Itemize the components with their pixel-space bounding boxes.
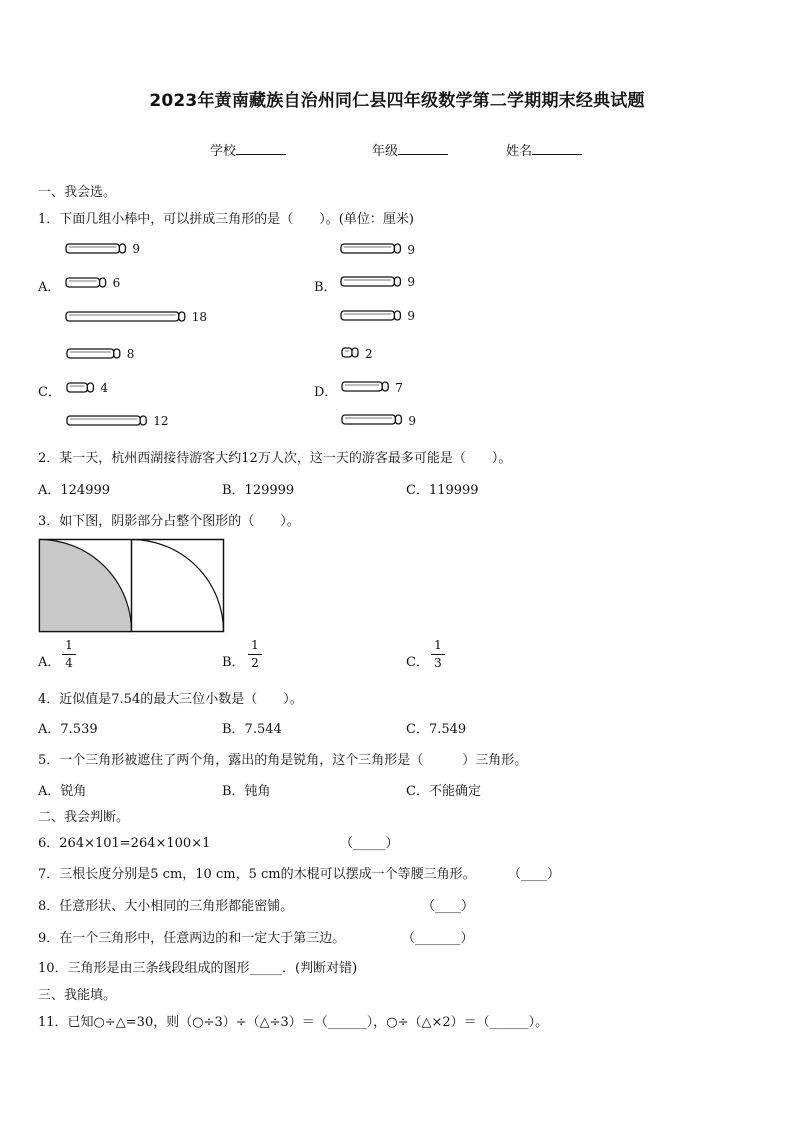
stick-end	[119, 244, 125, 253]
stick-body	[342, 348, 352, 357]
q5-option-b[interactable]: B．钝角	[222, 784, 271, 799]
q3-option-a-fraction	[62, 638, 76, 671]
q1-c-stick-2-label: 4	[100, 381, 109, 395]
grade-blank[interactable]	[398, 140, 448, 155]
section-2-heading: 二、我会判断。	[38, 810, 130, 825]
stick-end	[179, 312, 185, 321]
q1-d-stick-2	[341, 381, 389, 392]
stick-body	[67, 349, 114, 358]
q1-d-stick-2-label: 7	[395, 381, 403, 395]
question-11[interactable]: 11．已知○÷△=30，则（○÷3）÷（△÷3）＝（______），○÷（△×2）＝（______）。	[38, 1015, 549, 1030]
q1-b-stick-3	[340, 310, 401, 321]
q1-b-stick-2-label: 9	[407, 275, 416, 289]
q1-b-stick-1	[340, 243, 401, 254]
q1-c-stick-2	[66, 382, 94, 393]
q4-option-b[interactable]: B．7.544	[222, 722, 282, 737]
q3-option-b-label[interactable]: B．	[222, 655, 245, 670]
question-10[interactable]: 10．三角形是由三条线段组成的图形_____．(判断对错)	[38, 961, 358, 976]
q7-answer-blank[interactable]: （____）	[508, 867, 561, 882]
school-field	[210, 140, 286, 159]
grade-field	[372, 140, 448, 159]
q4-option-a[interactable]: A．7.539	[38, 722, 98, 737]
q3-option-b-fraction	[248, 638, 262, 671]
q5-option-a[interactable]: A．锐角	[38, 784, 87, 799]
q1-c-stick-1-label: 8	[126, 347, 135, 361]
stick-end	[140, 416, 146, 425]
q3-option-b-denominator: 2	[251, 656, 259, 670]
stick-end	[100, 278, 106, 287]
q3-option-c-fraction	[431, 638, 445, 671]
q3-shaded-figure	[38, 538, 226, 634]
stick-body	[341, 277, 394, 286]
section-3-heading: 三、我能填。	[38, 988, 117, 1003]
q3-option-c-numerator: 1	[434, 638, 442, 652]
stick-body	[66, 278, 100, 287]
q1-a-stick-3	[65, 311, 186, 322]
q1-b-stick-2	[340, 276, 401, 287]
q3-option-a-numerator: 1	[65, 638, 73, 652]
q1-c-stick-3-label: 12	[153, 414, 169, 428]
name-label: 姓名	[506, 144, 533, 159]
q3-option-a-label[interactable]: A．	[38, 655, 61, 670]
stick-body	[67, 416, 140, 425]
q2-option-b[interactable]: B．129999	[222, 483, 295, 498]
q1-d-stick-1	[341, 347, 359, 358]
grade-label: 年级	[372, 144, 399, 159]
q1-option-a-label[interactable]: A．	[38, 280, 61, 295]
stick-body	[66, 244, 119, 253]
question-1: 1．下面几组小棒中，可以拼成三角形的是（ ）。(单位：厘米)	[38, 212, 414, 227]
stick-end	[382, 382, 388, 391]
stick-end	[394, 311, 400, 320]
q1-a-stick-1-label: 9	[132, 242, 141, 256]
stick-body	[66, 312, 179, 321]
stick-body	[341, 311, 394, 320]
q3-option-c-label[interactable]: C．	[406, 655, 429, 670]
q1-c-stick-3	[66, 415, 147, 426]
q1-c-stick-1	[66, 348, 121, 359]
stick-end	[394, 277, 400, 286]
q3-option-b-numerator: 1	[251, 638, 259, 652]
question-9: 9．在一个三角形中，任意两边的和一定大于第三边。	[38, 931, 346, 946]
q1-a-stick-1	[65, 243, 126, 254]
question-8: 8．任意形状、大小相同的三角形都能密铺。	[38, 899, 294, 914]
stick-body	[342, 415, 395, 424]
q8-answer-blank[interactable]: （____）	[422, 899, 475, 914]
school-label: 学校	[210, 144, 237, 159]
stick-end	[395, 415, 401, 424]
question-3: 3．如下图，阴影部分占整个图形的（ ）。	[38, 514, 300, 529]
q1-a-stick-3-label: 18	[191, 310, 208, 324]
q1-option-d-label[interactable]: D．	[314, 385, 338, 400]
name-blank[interactable]	[532, 140, 582, 155]
school-blank[interactable]	[236, 140, 286, 155]
q1-d-stick-3	[341, 414, 402, 425]
q1-option-b-label[interactable]: B．	[314, 280, 337, 295]
stick-end	[394, 244, 400, 253]
q6-answer-blank[interactable]: （_____）	[340, 836, 399, 851]
q4-option-c[interactable]: C．7.549	[406, 722, 467, 737]
question-6: 6．264×101=264×100×1	[38, 836, 211, 851]
stick-body	[341, 244, 394, 253]
stick-body	[342, 382, 382, 391]
q2-option-c[interactable]: C．119999	[406, 483, 479, 498]
stick-body	[67, 383, 87, 392]
name-field	[506, 140, 582, 159]
stick-end	[352, 348, 358, 357]
q3-option-c-denominator: 3	[434, 656, 442, 670]
question-7: 7．三根长度分别是5 cm，10 cm，5 cm的木棍可以摆成一个等腰三角形。	[38, 867, 476, 882]
q5-option-c[interactable]: C．不能确定	[406, 784, 481, 799]
q9-answer-blank[interactable]: （_______）	[402, 931, 474, 946]
q1-d-stick-1-label: 2	[365, 347, 373, 361]
q1-d-stick-3-label: 9	[408, 414, 417, 428]
question-2: 2．某一天，杭州西湖接待游客大约12万人次，这一天的游客最多可能是（ ）。	[38, 451, 512, 466]
q1-a-stick-2	[65, 277, 107, 288]
stick-end	[114, 349, 120, 358]
section-1-heading: 一、我会选。	[38, 185, 117, 200]
q1-option-c-label[interactable]: C．	[38, 385, 61, 400]
q1-b-stick-1-label: 9	[407, 243, 416, 257]
q2-option-a[interactable]: A．124999	[38, 483, 111, 498]
question-4: 4．近似值是7.54的最大三位小数是（ ）。	[38, 692, 303, 707]
stick-end	[87, 383, 93, 392]
q3-option-a-denominator: 4	[65, 656, 73, 670]
q1-a-stick-2-label: 6	[112, 276, 121, 290]
page-title: 2023年黄南藏族自治州同仁县四年级数学第二学期期末经典试题	[149, 91, 645, 111]
q1-b-stick-3-label: 9	[407, 309, 416, 323]
question-5: 5．一个三角形被遮住了两个角，露出的角是锐角，这个三角形是（ ）三角形。	[38, 753, 528, 768]
